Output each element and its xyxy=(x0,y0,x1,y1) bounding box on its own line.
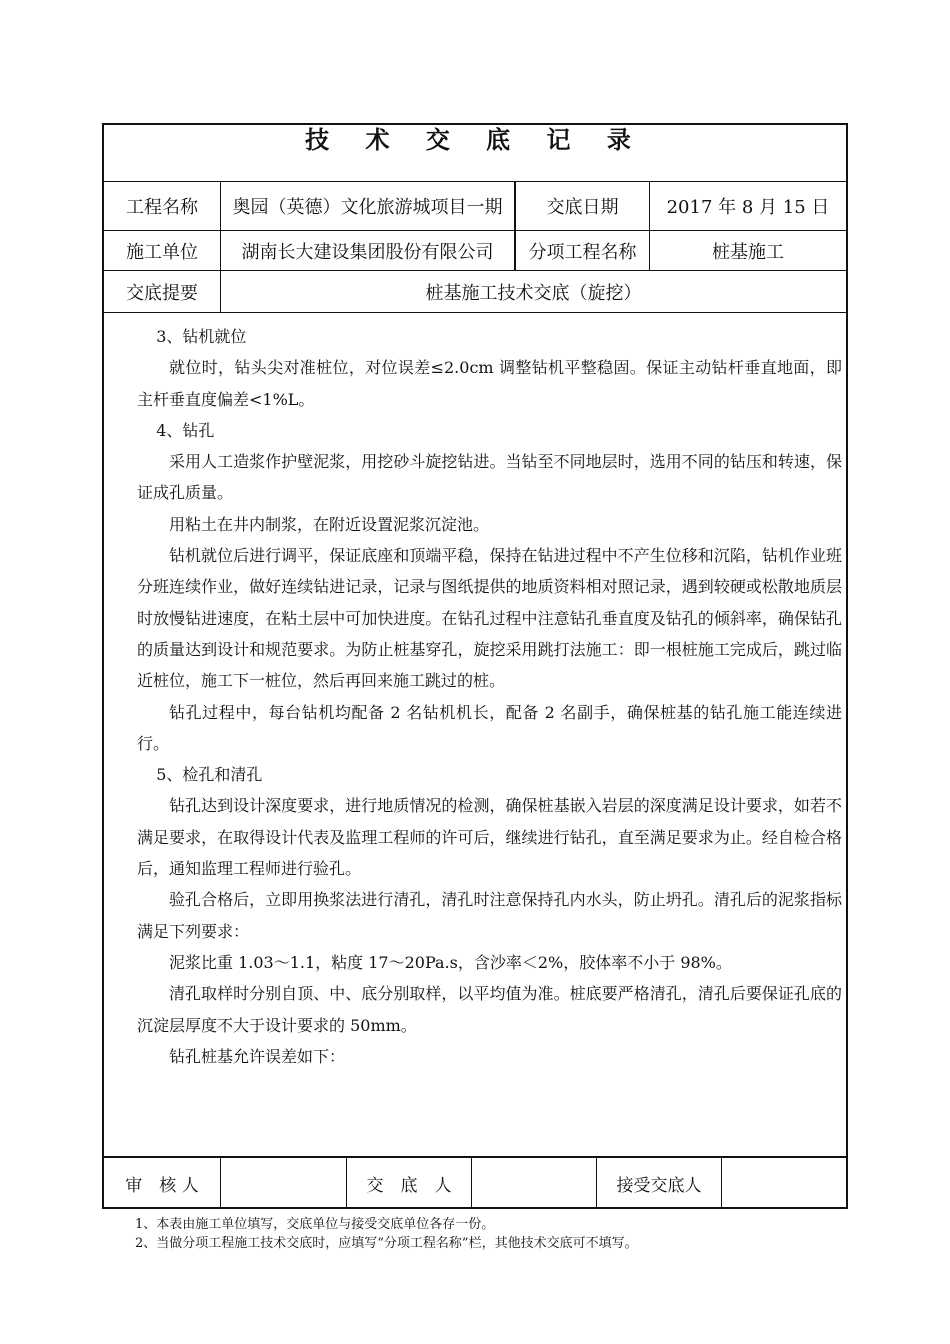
content-paragraph: 验孔合格后，立即用换浆法进行清孔，清孔时注意保持孔内水头，防止坍孔。清孔后的泥浆指标满足下列要求： xyxy=(137,890,842,941)
content-paragraph: 就位时，钻头尖对准桩位，对位误差≤2.0cm 调整钻机平整稳固。保证主动钻杆垂直地面，即主杆垂直度偏差<1%L。 xyxy=(137,358,842,409)
document-title: 技 术 交 底 记 录 xyxy=(104,125,846,182)
content-paragraph: 采用人工造浆作护壁泥浆，用挖砂斗旋挖钻进。当钻至不同地层时，选用不同的钻压和转速，保证成孔质量。 xyxy=(137,452,842,503)
project-name-value: 奥园（英德）文化旅游城项目一期 xyxy=(220,182,514,230)
footnote: 1、本表由施工单位填写，交底单位与接受交底单位各存一份。 xyxy=(135,1217,495,1232)
reviewer-signature-field[interactable] xyxy=(220,1158,346,1209)
footnotes xyxy=(135,1215,638,1253)
date-value: 2017 年 8 月 15 日 xyxy=(649,182,846,230)
content-paragraph: 清孔取样时分别自顶、中、底分别取样，以平均值为准。桩底要严格清孔，清孔后要保证孔底的沉淀层厚度不大于设计要求的 50mm。 xyxy=(137,984,842,1035)
contractor-row xyxy=(104,231,846,271)
receiver-label: 接受交底人 xyxy=(596,1158,721,1209)
reviewer-label: 审 核 人 xyxy=(125,1176,199,1196)
content-paragraph: 钻孔过程中，每台钻机均配备 2 名钻机机长，配备 2 名副手，确保桩基的钻孔施工能连续进行。 xyxy=(137,702,842,753)
content-paragraph: 钻机就位后进行调平，保证底座和顶端平稳，保持在钻进过程中不产生位移和沉陷，钻机作业班分班连续作业，做好连续钻进记录，记录与图纸提供的地质资料相对照记录，遇到较硬或松散地质层时放慢钻进速度，在粘土层中可加快进度。在钻孔过程中注意钻孔垂直度及钻孔的倾斜率，确保钻孔的质量达到设计和规范要求。为防止桩基穿孔，旋挖采用跳打法施工：即一根桩施工完成后，跳过临近桩位，施工下一桩位，然后再回来施工跳过的桩。 xyxy=(137,546,842,691)
section-heading: 3、钻机就位 xyxy=(156,327,247,346)
content-paragraph: 钻孔达到设计深度要求，进行地质情况的检测，确保桩基嵌入岩层的深度满足设计要求，如若不满足要求，在取得设计代表及监理工程师的许可后，继续进行钻孔，直至满足要求为止。经自检合格后，通知监理工程师进行验孔。 xyxy=(137,796,842,879)
discloser-signature-field[interactable] xyxy=(471,1158,596,1209)
section-heading: 4、钻孔 xyxy=(156,420,215,440)
signature-row xyxy=(104,1158,846,1209)
project-name-label: 工程名称 xyxy=(126,197,198,218)
disclosure-record-table xyxy=(102,123,848,1209)
date-label: 交底日期 xyxy=(514,182,649,230)
project-row xyxy=(104,182,846,231)
footnote: 2、当做分项工程施工技术交底时，应填写“分项工程名称”栏，其他技术交底可不填写。 xyxy=(135,1236,638,1251)
summary-value: 桩基施工技术交底（旋挖） xyxy=(220,271,846,312)
content-paragraph: 用粘土在井内制浆，在附近设置泥浆沉淀池。 xyxy=(169,514,490,534)
section-heading: 5、检孔和清孔 xyxy=(156,765,263,785)
disclosure-content xyxy=(104,313,846,1158)
subproject-label: 分项工程名称 xyxy=(514,231,649,270)
subproject-value: 桩基施工 xyxy=(649,231,846,270)
content-paragraph: 泥浆比重 1.03～1.1，粘度 17～20Pa.s，含沙率＜2%，胶体率不小于 98%。 xyxy=(169,952,732,972)
summary-row xyxy=(104,271,846,313)
contractor-value: 湖南长大建设集团股份有限公司 xyxy=(220,231,514,270)
summary-label: 交底提要 xyxy=(126,282,198,304)
discloser-label: 交 底 人 xyxy=(346,1158,471,1209)
contractor-label: 施工单位 xyxy=(126,241,198,263)
receiver-signature-field[interactable] xyxy=(721,1158,846,1209)
content-paragraph: 钻孔桩基允许误差如下： xyxy=(169,1046,346,1066)
